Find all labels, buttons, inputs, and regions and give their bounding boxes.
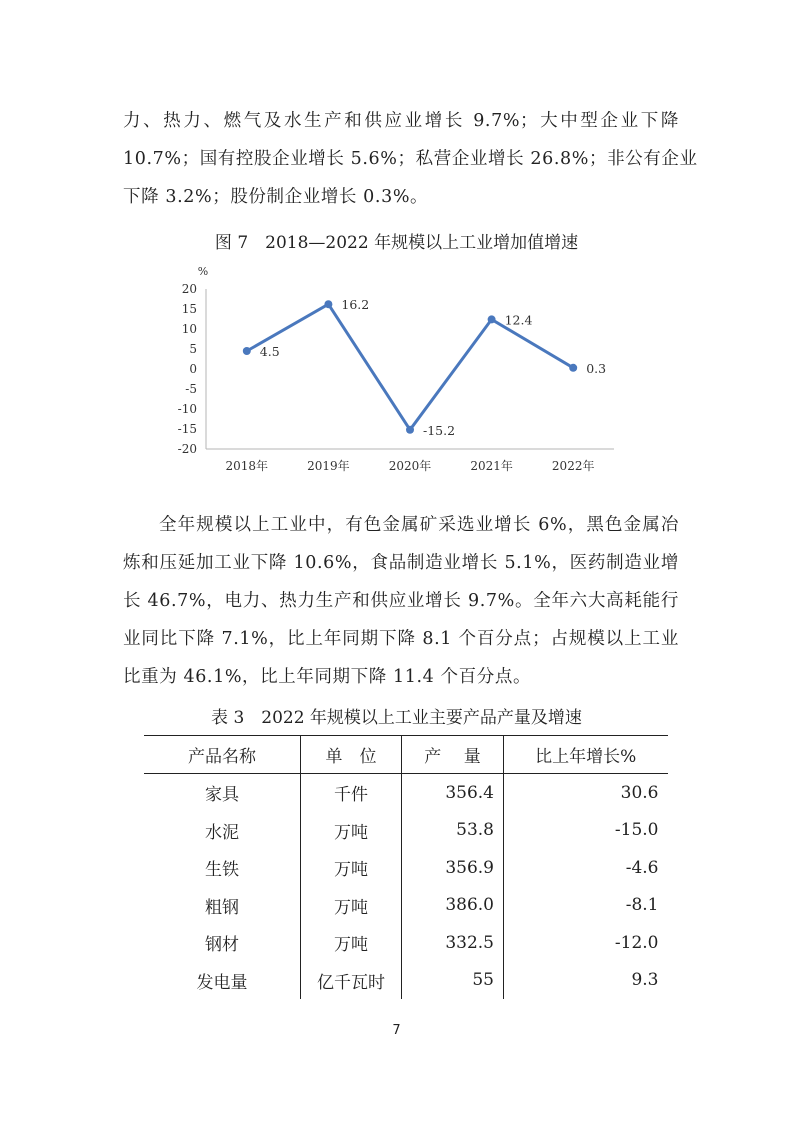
data-label: -15.2 <box>423 422 456 438</box>
cell-product: 生铁 <box>205 860 239 881</box>
cell-growth: -12.0 <box>504 924 668 962</box>
paragraph-line: 下降 3.2%；股份制企业增长 0.3%。 <box>123 187 429 207</box>
data-label: 12.4 <box>504 312 533 328</box>
cell-output: 55 <box>402 962 504 1000</box>
cell-growth: -4.6 <box>504 849 668 887</box>
page-number: 7 <box>392 1023 401 1038</box>
cell-output: 356.9 <box>402 849 504 887</box>
cell-product: 发电量 <box>196 972 248 993</box>
paragraph-line: 力、热力、燃气及水生产和供应业增长 9.7%；大中型企业下降 <box>123 111 679 131</box>
header-growth: 比上年增长% <box>504 736 668 774</box>
cell-product: 钢材 <box>205 935 239 956</box>
paragraph-line: 比重为 46.1%，比上年同期下降 11.4 个百分点。 <box>123 667 532 687</box>
table-row <box>144 887 668 925</box>
data-label: 16.2 <box>341 297 370 313</box>
x-tick-label: 2021年 <box>470 459 513 473</box>
paragraph-2 <box>123 506 679 696</box>
cell-output: 356.4 <box>402 774 504 812</box>
data-point <box>324 300 332 308</box>
figure-caption: 图 7 2018—2022 年规模以上工业增加值增速 <box>214 233 579 253</box>
y-axis-unit: % <box>197 265 209 278</box>
header-product-name: 产品名称 <box>144 736 301 774</box>
cell-unit: 千件 <box>301 774 402 812</box>
cell-growth: 30.6 <box>504 774 668 812</box>
cell-product: 水泥 <box>205 822 239 843</box>
paragraph-line: 业同比下降 7.1%，比上年同期下降 8.1 个百分点；占规模以上工业 <box>123 629 679 649</box>
cell-growth: 9.3 <box>504 962 668 1000</box>
cell-output: 332.5 <box>402 924 504 962</box>
cell-unit: 万吨 <box>301 887 402 925</box>
paragraph-line: 炼和压延加工业下降 10.6%，食品制造业增长 5.1%，医药制造业增 <box>123 553 679 573</box>
data-point <box>488 315 496 323</box>
y-tick-label: 0 <box>189 362 197 376</box>
table-caption: 表 3 2022 年规模以上工业主要产品产量及增速 <box>211 708 582 728</box>
paragraph-line: 10.7%；国有控股企业增长 5.6%；私营企业增长 26.8%；非公有企业 <box>123 149 698 169</box>
line-chart <box>0 0 793 490</box>
table-row <box>144 774 668 812</box>
chart-axes <box>178 265 614 473</box>
cell-growth: -8.1 <box>504 887 668 925</box>
data-point <box>569 364 577 372</box>
product-output-table <box>144 735 668 999</box>
x-tick-label: 2022年 <box>551 459 595 473</box>
paragraph-line: 长 46.7%，电力、热力生产和供应业增长 9.7%。全年六大高耗能行 <box>123 591 679 611</box>
chart-labels <box>260 297 606 438</box>
data-point <box>406 426 414 434</box>
y-tick-label: 5 <box>189 342 197 356</box>
cell-output: 386.0 <box>402 887 504 925</box>
cell-unit: 万吨 <box>301 812 402 850</box>
cell-product: 粗钢 <box>205 897 239 918</box>
y-tick-label: -20 <box>177 442 197 456</box>
header-output: 产 量 <box>402 736 504 774</box>
x-tick-label: 2018年 <box>225 459 269 473</box>
cell-output: 53.8 <box>402 812 504 850</box>
y-tick-label: 20 <box>181 282 197 296</box>
cell-unit: 万吨 <box>301 849 402 887</box>
y-tick-label: -15 <box>177 422 197 436</box>
y-tick-label: -5 <box>185 382 197 396</box>
cell-unit: 万吨 <box>301 924 402 962</box>
cell-growth: -15.0 <box>504 812 668 850</box>
y-tick-label: 10 <box>181 322 197 336</box>
data-label: 0.3 <box>586 360 607 376</box>
table-row <box>144 812 668 850</box>
y-tick-label: 15 <box>181 302 197 316</box>
cell-unit: 亿千瓦时 <box>301 962 402 1000</box>
y-tick-label: -10 <box>177 402 197 416</box>
cell-product: 家具 <box>205 785 239 806</box>
table-row <box>144 962 668 1000</box>
x-tick-label: 2020年 <box>388 459 432 473</box>
table-header-row <box>144 736 668 774</box>
header-unit: 单 位 <box>301 736 402 774</box>
data-label: 4.5 <box>259 344 280 359</box>
paragraph-line: 全年规模以上工业中，有色金属矿采选业增长 6%，黑色金属冶 <box>159 515 679 535</box>
table-row <box>144 849 668 887</box>
data-point <box>243 347 251 355</box>
x-tick-label: 2019年 <box>307 459 350 473</box>
table-row <box>144 924 668 962</box>
